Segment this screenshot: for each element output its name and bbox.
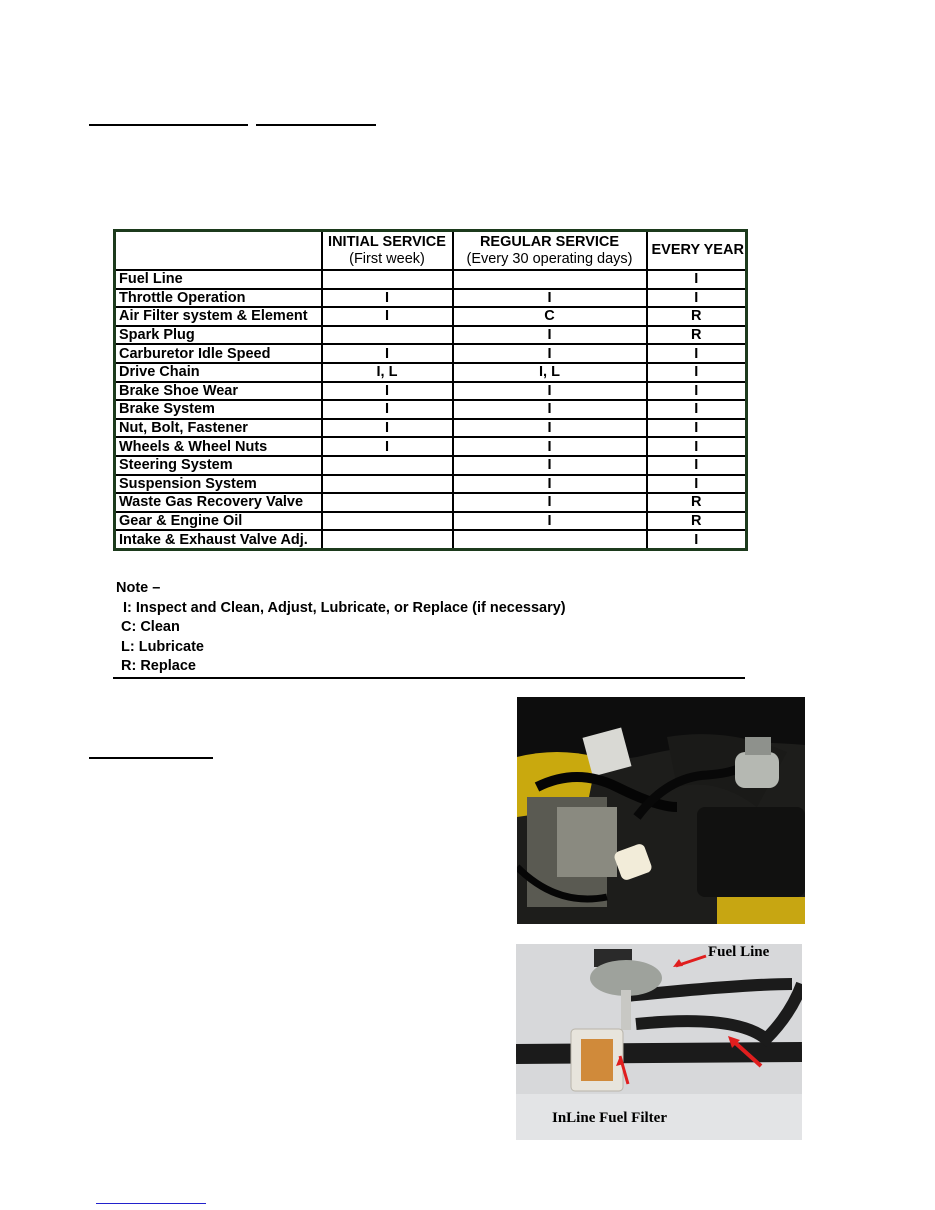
maintenance-schedule-table [113,229,748,551]
row-initial [322,326,453,345]
row-regular: I, L [453,363,647,382]
engine-bay-illustration [517,697,805,924]
row-item: Brake System [115,400,322,419]
row-initial: I [322,344,453,363]
row-yearly: R [647,493,747,512]
table-row [115,475,747,494]
fuel-filter-photo [516,944,802,1140]
row-regular: C [453,307,647,326]
row-regular: I [453,326,647,345]
row-item: Spark Plug [115,326,322,345]
table-row [115,270,747,289]
table-row [115,326,747,345]
row-regular: I [453,493,647,512]
row-item: Brake Shoe Wear [115,382,322,401]
table-note [113,579,745,679]
section-heading-underline-1 [89,124,248,126]
row-item: Intake & Exhaust Valve Adj. [115,530,322,549]
row-initial [322,530,453,549]
table-row [115,289,747,308]
row-item: Drive Chain [115,363,322,382]
row-regular: I [453,475,647,494]
table-row [115,363,747,382]
fuel-line-label: Fuel Line [708,944,770,960]
row-item: Wheels & Wheel Nuts [115,437,322,456]
row-yearly: R [647,512,747,531]
inline-fuel-filter-label: InLine Fuel Filter [552,1110,667,1126]
row-yearly: I [647,456,747,475]
row-regular: I [453,344,647,363]
row-regular [453,530,647,549]
row-initial [322,512,453,531]
note-line: C: Clean [121,619,180,635]
row-item: Waste Gas Recovery Valve [115,493,322,512]
header-regular-subtitle: (Every 30 operating days) [466,250,633,267]
header-item-column [115,231,322,271]
row-initial: I [322,289,453,308]
row-regular: I [453,289,647,308]
table-row [115,382,747,401]
header-initial-subtitle: (First week) [349,250,425,267]
row-initial [322,270,453,289]
row-regular [453,270,647,289]
table-row [115,344,747,363]
row-regular: I [453,437,647,456]
row-initial: I [322,382,453,401]
engine-bay-photo [517,697,805,924]
row-initial: I [322,419,453,438]
row-yearly: R [647,307,747,326]
table-row [115,493,747,512]
row-item: Suspension System [115,475,322,494]
row-yearly: I [647,475,747,494]
row-yearly: I [647,437,747,456]
header-every-year: EVERY YEAR [647,231,747,271]
row-yearly: I [647,382,747,401]
row-regular: I [453,512,647,531]
row-yearly: I [647,270,747,289]
row-yearly: R [647,326,747,345]
row-yearly: I [647,289,747,308]
footer-link-underline[interactable] [96,1203,206,1204]
header-regular-service [453,231,647,271]
row-item: Air Filter system & Element [115,307,322,326]
note-line: L: Lubricate [121,638,204,655]
table-row [115,307,747,326]
row-initial: I, L [322,363,453,382]
row-yearly: I [647,363,747,382]
row-yearly: I [647,419,747,438]
row-initial [322,475,453,494]
row-initial [322,493,453,512]
note-title: Note – [116,580,161,596]
row-yearly: I [647,530,747,549]
row-initial: I [322,437,453,456]
section-heading-underline-2 [256,124,376,126]
header-regular-title: REGULAR SERVICE [479,233,620,250]
table-row [115,400,747,419]
row-initial: I [322,307,453,326]
row-item: Steering System [115,456,322,475]
row-item: Throttle Operation [115,289,322,308]
row-item: Fuel Line [115,270,322,289]
header-initial-service [322,231,453,271]
row-item: Carburetor Idle Speed [115,344,322,363]
row-regular: I [453,382,647,401]
table-row [115,512,747,531]
row-yearly: I [647,400,747,419]
section-heading-underline-3 [89,757,213,759]
row-yearly: I [647,344,747,363]
table-row [115,437,747,456]
table-row [115,456,747,475]
row-initial: I [322,400,453,419]
table-row [115,530,747,549]
row-regular: I [453,456,647,475]
row-item: Gear & Engine Oil [115,512,322,531]
row-regular: I [453,419,647,438]
row-item: Nut, Bolt, Fastener [115,419,322,438]
row-initial [322,456,453,475]
note-line: I: Inspect and Clean, Adjust, Lubricate, or Replace (if necessary) [123,599,566,616]
table-header-row [115,231,747,271]
note-line: R: Replace [121,658,196,674]
header-initial-title: INITIAL SERVICE [328,233,446,250]
table-row [115,419,747,438]
row-regular: I [453,400,647,419]
